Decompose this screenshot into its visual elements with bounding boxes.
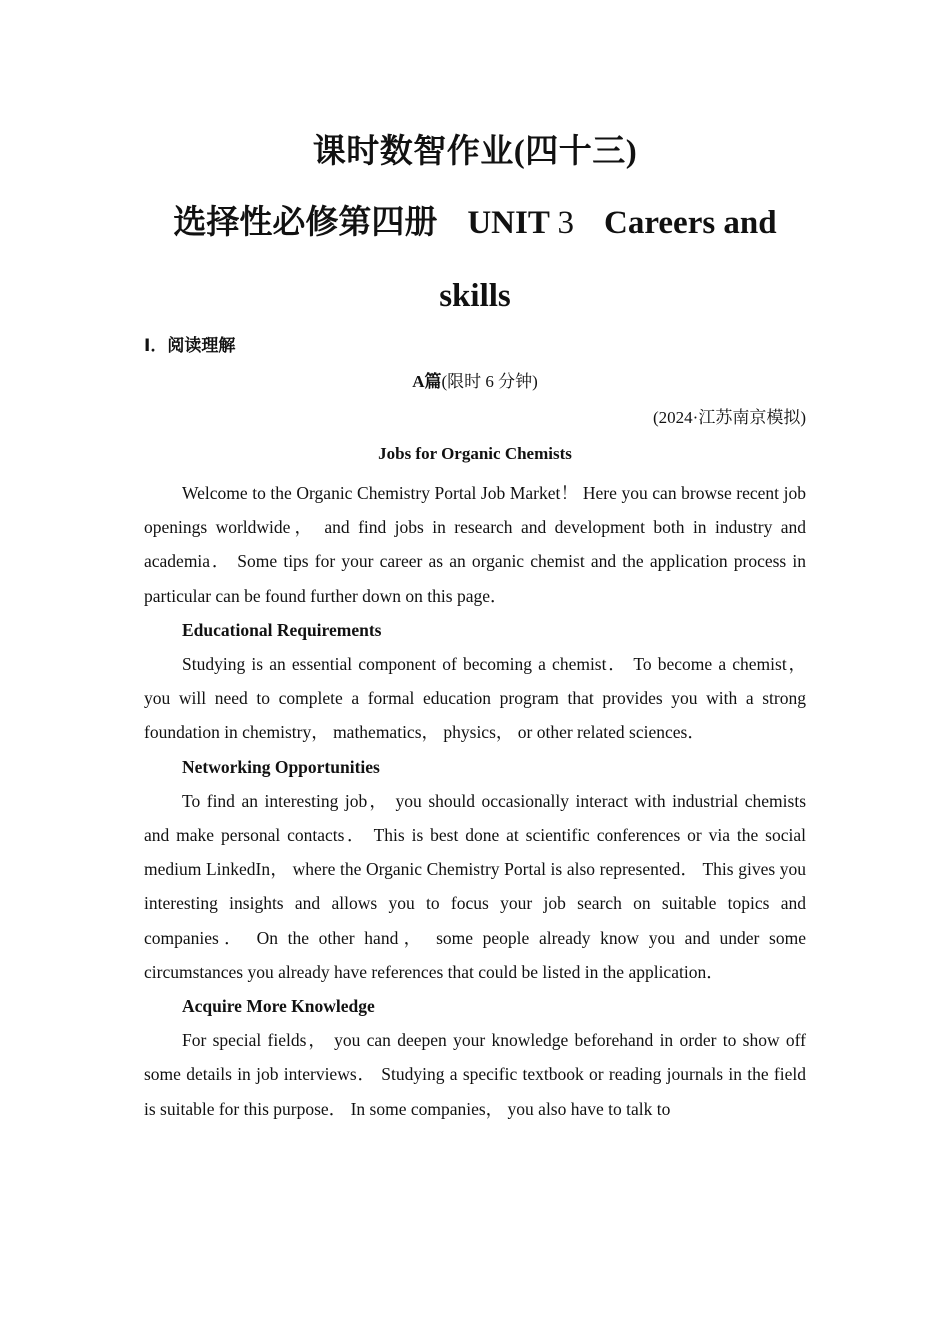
subheading-educational-requirements: Educational Requirements xyxy=(182,619,382,640)
subtitle-unit-number: 3 xyxy=(557,205,575,241)
paragraph-networking: To find an interesting job， you should occasionally interact with industrial chemists and make personal contacts． This is best done at scientific conferences or via the social medium LinkedIn， where the Organic Chemistry Portal is also represented． This gives you interesting insights and allows you to focus your job search on suitable topics and companies． On the other hand， some people already know you and under some circumstances you already have references that could be listed in the application． xyxy=(144,790,806,982)
passage-label: A篇 xyxy=(412,372,442,391)
subheading-acquire-more-knowledge: Acquire More Knowledge xyxy=(182,996,375,1017)
passage-source: (2024·江苏南京模拟) xyxy=(653,408,806,427)
page-title: 课时数智作业(四十三) xyxy=(312,134,638,170)
subtitle-chinese: 选择性必修第四册 xyxy=(173,205,438,241)
paragraph-knowledge: For special fields， you can deepen your knowledge beforehand in order to show off some details in job interviews． Studying a specific textbook or reading journals in the field is suitable for this purpose． In some companies， you also have to talk to xyxy=(144,1030,806,1119)
subtitle-topic-continued: skills xyxy=(439,278,511,314)
section-heading: Ⅰ．阅读理解 xyxy=(144,336,236,356)
page-subtitle xyxy=(144,187,806,333)
passage-time-limit: (限时 6 分钟) xyxy=(441,372,538,391)
passage-label-line xyxy=(144,370,806,393)
paragraph-intro: Welcome to the Organic Chemistry Portal Job Market！ Here you can browse recent job openings worldwide， and find jobs in research and development both in industry and academia． Some tips for your career as an organic chemist and the application process in particular can be found further down on this page． xyxy=(144,483,806,606)
paragraph-education: Studying is an essential component of becoming a chemist． To become a chemist， you will need to complete a formal education program that provides you with a strong foundation in chemistry， mathematics， physics， or other related sciences． xyxy=(144,654,806,743)
subtitle-topic: Careers and xyxy=(604,205,777,241)
article-title: Jobs for Organic Chemists xyxy=(378,444,572,463)
article-body xyxy=(144,476,806,1126)
subheading-networking-opportunities: Networking Opportunities xyxy=(182,756,380,777)
subtitle-unit: UNIT xyxy=(467,205,550,241)
document-page xyxy=(144,126,806,1126)
